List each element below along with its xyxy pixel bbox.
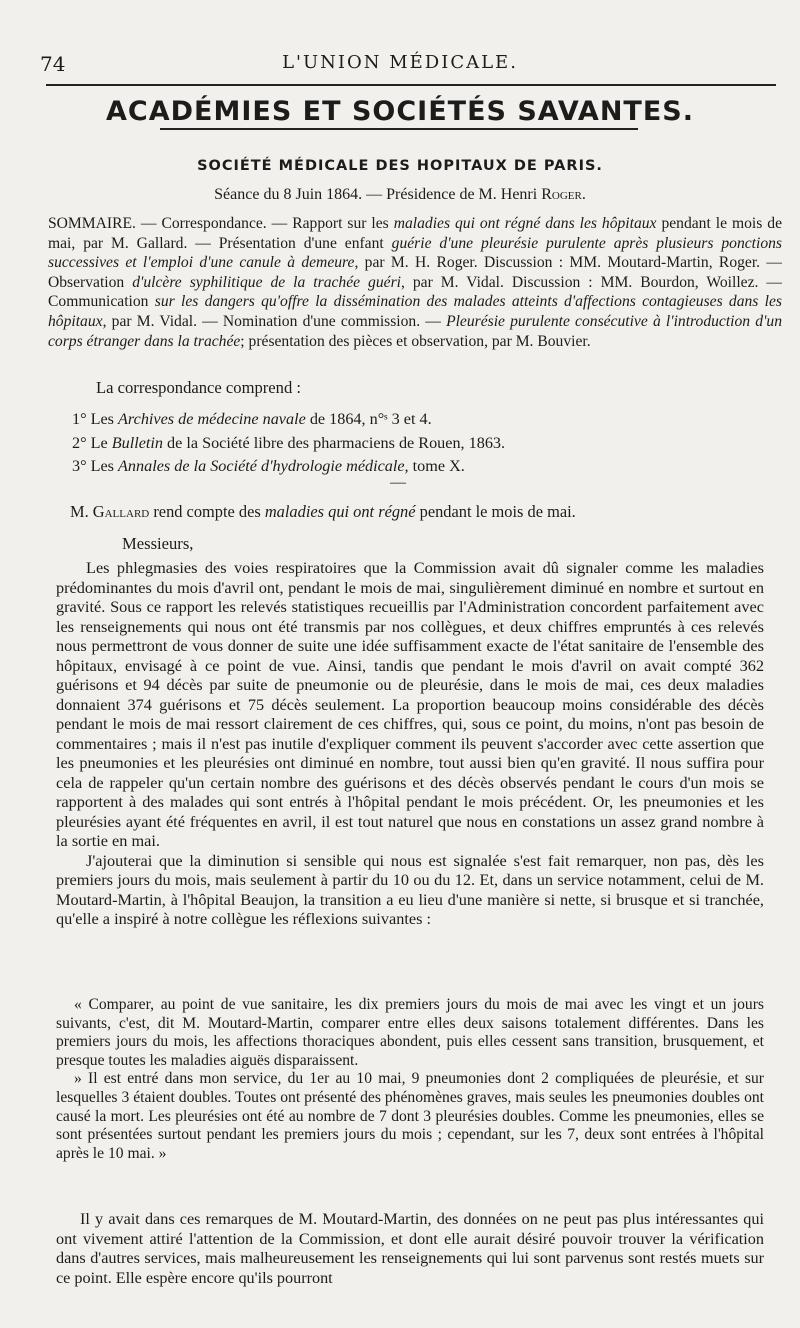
gallard-intro	[70, 502, 800, 522]
sommaire-italic-1: maladies qui ont régné dans les hôpitaux	[393, 215, 657, 232]
session-president: Roger.	[541, 186, 586, 203]
sommaire-text-4: , par M. Vidal. Discussion : MM. Bourdon, Woillez. — Communication	[48, 273, 782, 311]
sommaire-italic-3: d'ulcère syphilitique de la trachée guéri	[132, 273, 401, 291]
gallard-name: Gallard	[92, 502, 150, 521]
section-title-rule	[160, 128, 638, 130]
sommaire-text-5: , par M. Vidal. — Nomination d'une commission. —	[102, 312, 447, 330]
quote-paragraph: « Comparer, au point de vue sanitaire, les dix premiers jours du mois de mai avec les vingt et un jours suivants, c'est, dit M. Moutard-Martin, comparer entre elles deux saisons totalement différentes. Dans les premiers jours du mois, les affections thoraciques abondent, puis elles cessent sans transition, brusquement, et presque toutes les maladies aiguës disparaissent.	[56, 996, 764, 1069]
session-date: Séance du 8 Juin 1864.	[214, 186, 363, 203]
item-title: Annales de la Société d'hydrologie médicale,	[118, 457, 409, 476]
item-number: 3° Les	[72, 457, 119, 476]
sommaire-label: SOMMAIRE.	[48, 215, 136, 232]
running-head	[40, 48, 760, 78]
paragraph: Il y avait dans ces remarques de M. Moutard-Martin, des données on ne peut pas plus intéressantes qui ont vivement attiré l'attention de la Commission, et dont elle aurait désiré pouvoir trouver la vérification dans d'autres services, mais malheureusement les renseignements qui lui sont parvenus sont restés muets sur ce point. Elle espère encore qu'ils pourront	[56, 1210, 764, 1287]
sommaire-text-6: ; présentation des pièces et observation, par M. Bouvier.	[240, 332, 591, 350]
salutation: Messieurs,	[122, 534, 194, 553]
gallard-italic: maladies qui ont régné	[264, 502, 416, 521]
session-line	[0, 186, 800, 204]
correspondance-list	[48, 408, 780, 479]
correspondance-intro: La correspondance comprend :	[96, 378, 302, 397]
quoted-remarks	[56, 996, 764, 1163]
society-heading: SOCIÉTÉ MÉDICALE DES HOPITAUX DE PARIS.	[197, 158, 603, 174]
sommaire-block	[48, 214, 782, 351]
correspondance-item	[48, 408, 780, 432]
closing-body	[56, 1210, 764, 1288]
quote-paragraph: » Il est entré dans mon service, du 1er au 10 mai, 9 pneumonies dont 2 compliquées de pleurésie, et sur lesquelles 3 étaient doubles. Toutes ont présenté des phénomènes graves, mais seules les pneumonies doubles ont causé la mort. Les pleurésies ont été au nombre de 7 dont 3 pleurésies doubles. Comme les pneumonies, elles se sont présentées surtout pendant les premiers jours du mois ; cependant, sur les 7, deux sont entrées à l'hôpital après le 10 mai. »	[56, 1070, 764, 1162]
section-title: ACADÉMIES ET SOCIÉTÉS SAVANTES.	[106, 96, 694, 127]
gallard-prefix: M.	[70, 502, 93, 521]
item-title: Archives de médecine navale	[118, 410, 306, 428]
sommaire-italic-2: guérie d'une pleurésie purulente après plusieurs ponctions successives et l'emploi d'une canule à demeure	[48, 234, 782, 272]
item-rest: de la Société libre des pharmaciens de Rouen, 1863.	[162, 433, 506, 452]
paragraph: Les phlegmasies des voies respiratoires que la Commission avait dû signaler comme les maladies prédominantes du mois d'avril ont, pendant le mois de mai, singulièrement diminué en nombre et surtout en gravité. Sous ce rapport les relevés statistiques recueillis par l'Administration concordent parfaitement avec les renseignements qui nous ont été transmis par nos collègues, et deux chiffres empruntés à ces relevés nous permettront de vous donner de suite une idée suffisamment exacte de l'état sanitaire de l'ensemble des hôpitaux, envisagé à ce point de vue. Ainsi, tandis que pendant le mois d'avril on avait compté 362 guérisons et 94 décès par suite de pneumonie ou de pleurésie, dans le mois de mai, ces deux maladies donnaient 374 guérisons et 75 décès seulement. La proportion beaucoup moins considérable des décès pendant le mois de mai ressort clairement de ces chiffres, qui, sous ce point, du moins, n'ont pas besoin de commentaires ; mais il n'est pas inutile d'expliquer comment ils peuvent s'accorder avec cette assertion que les pneumonies et les pleurésies ont diminué en nombre, tout aussi bien qu'en gravité. Il nous suffira pour cela de rappeler qu'un certain nombre des guérisons et des décès observés pendant le cours d'un mois se rapportent à des malades qui sont entrés à l'hôpital pendant le mois précédent. Or, les pneumonies et les pleurésies ayant été fréquentes en avril, il est tout naturel que nous en constations un assez grand nombre à la sortie en mai.	[56, 558, 764, 850]
sommaire-text-3: , par M. H. Roger. Discussion : MM. Moutard-Martin, Roger. — Observation	[48, 254, 782, 291]
item-number: 2° Le	[72, 433, 112, 452]
sommaire-text-1: — Correspondance. — Rapport sur les	[135, 215, 394, 232]
report-body	[56, 558, 764, 929]
gallard-text-2: pendant le mois de mai.	[415, 502, 576, 521]
correspondance-item	[48, 432, 780, 456]
item-number: 1° Les	[72, 410, 119, 428]
journal-title: L'UNION MÉDICALE.	[282, 52, 518, 73]
section-separator: —	[390, 474, 406, 491]
sommaire-italic-4: sur les dangers qu'offre la dissémination des malades atteints d'affections contagieuses dans les hôpitaux	[48, 293, 782, 330]
paragraph: J'ajouterai que la diminution si sensible qui nous est signalée s'est fait remarquer, non pas, dès les premiers jours du mois, mais seulement à partir du 10 ou du 12. Et, dans un service notamment, celui de M. Moutard-Martin, à l'hôpital Beaujon, la transition a eu lieu d'une manière si nette, si brusque et si tranchée, qu'elle a inspiré à notre collègue les réflexions suivantes :	[56, 850, 764, 928]
sommaire-italic-5: Pleurésie purulente consécutive à l'introduction d'un corps étranger dans la trachée	[48, 312, 782, 350]
item-rest: de 1864, n°ˢ 3 et 4.	[305, 410, 432, 428]
sommaire-text-2: pendant le mois de mai, par M. Gallard. — Présentation d'une enfant	[48, 215, 782, 252]
header-rule	[46, 84, 776, 86]
page-number: 74	[40, 52, 66, 76]
gallard-text-1: rend compte des	[149, 502, 265, 521]
item-rest: tome X.	[408, 457, 465, 476]
sommaire-text	[48, 214, 782, 351]
item-title: Bulletin	[111, 433, 163, 452]
correspondance-item	[48, 455, 780, 479]
session-presidence: — Présidence de M. Henri	[366, 186, 538, 203]
